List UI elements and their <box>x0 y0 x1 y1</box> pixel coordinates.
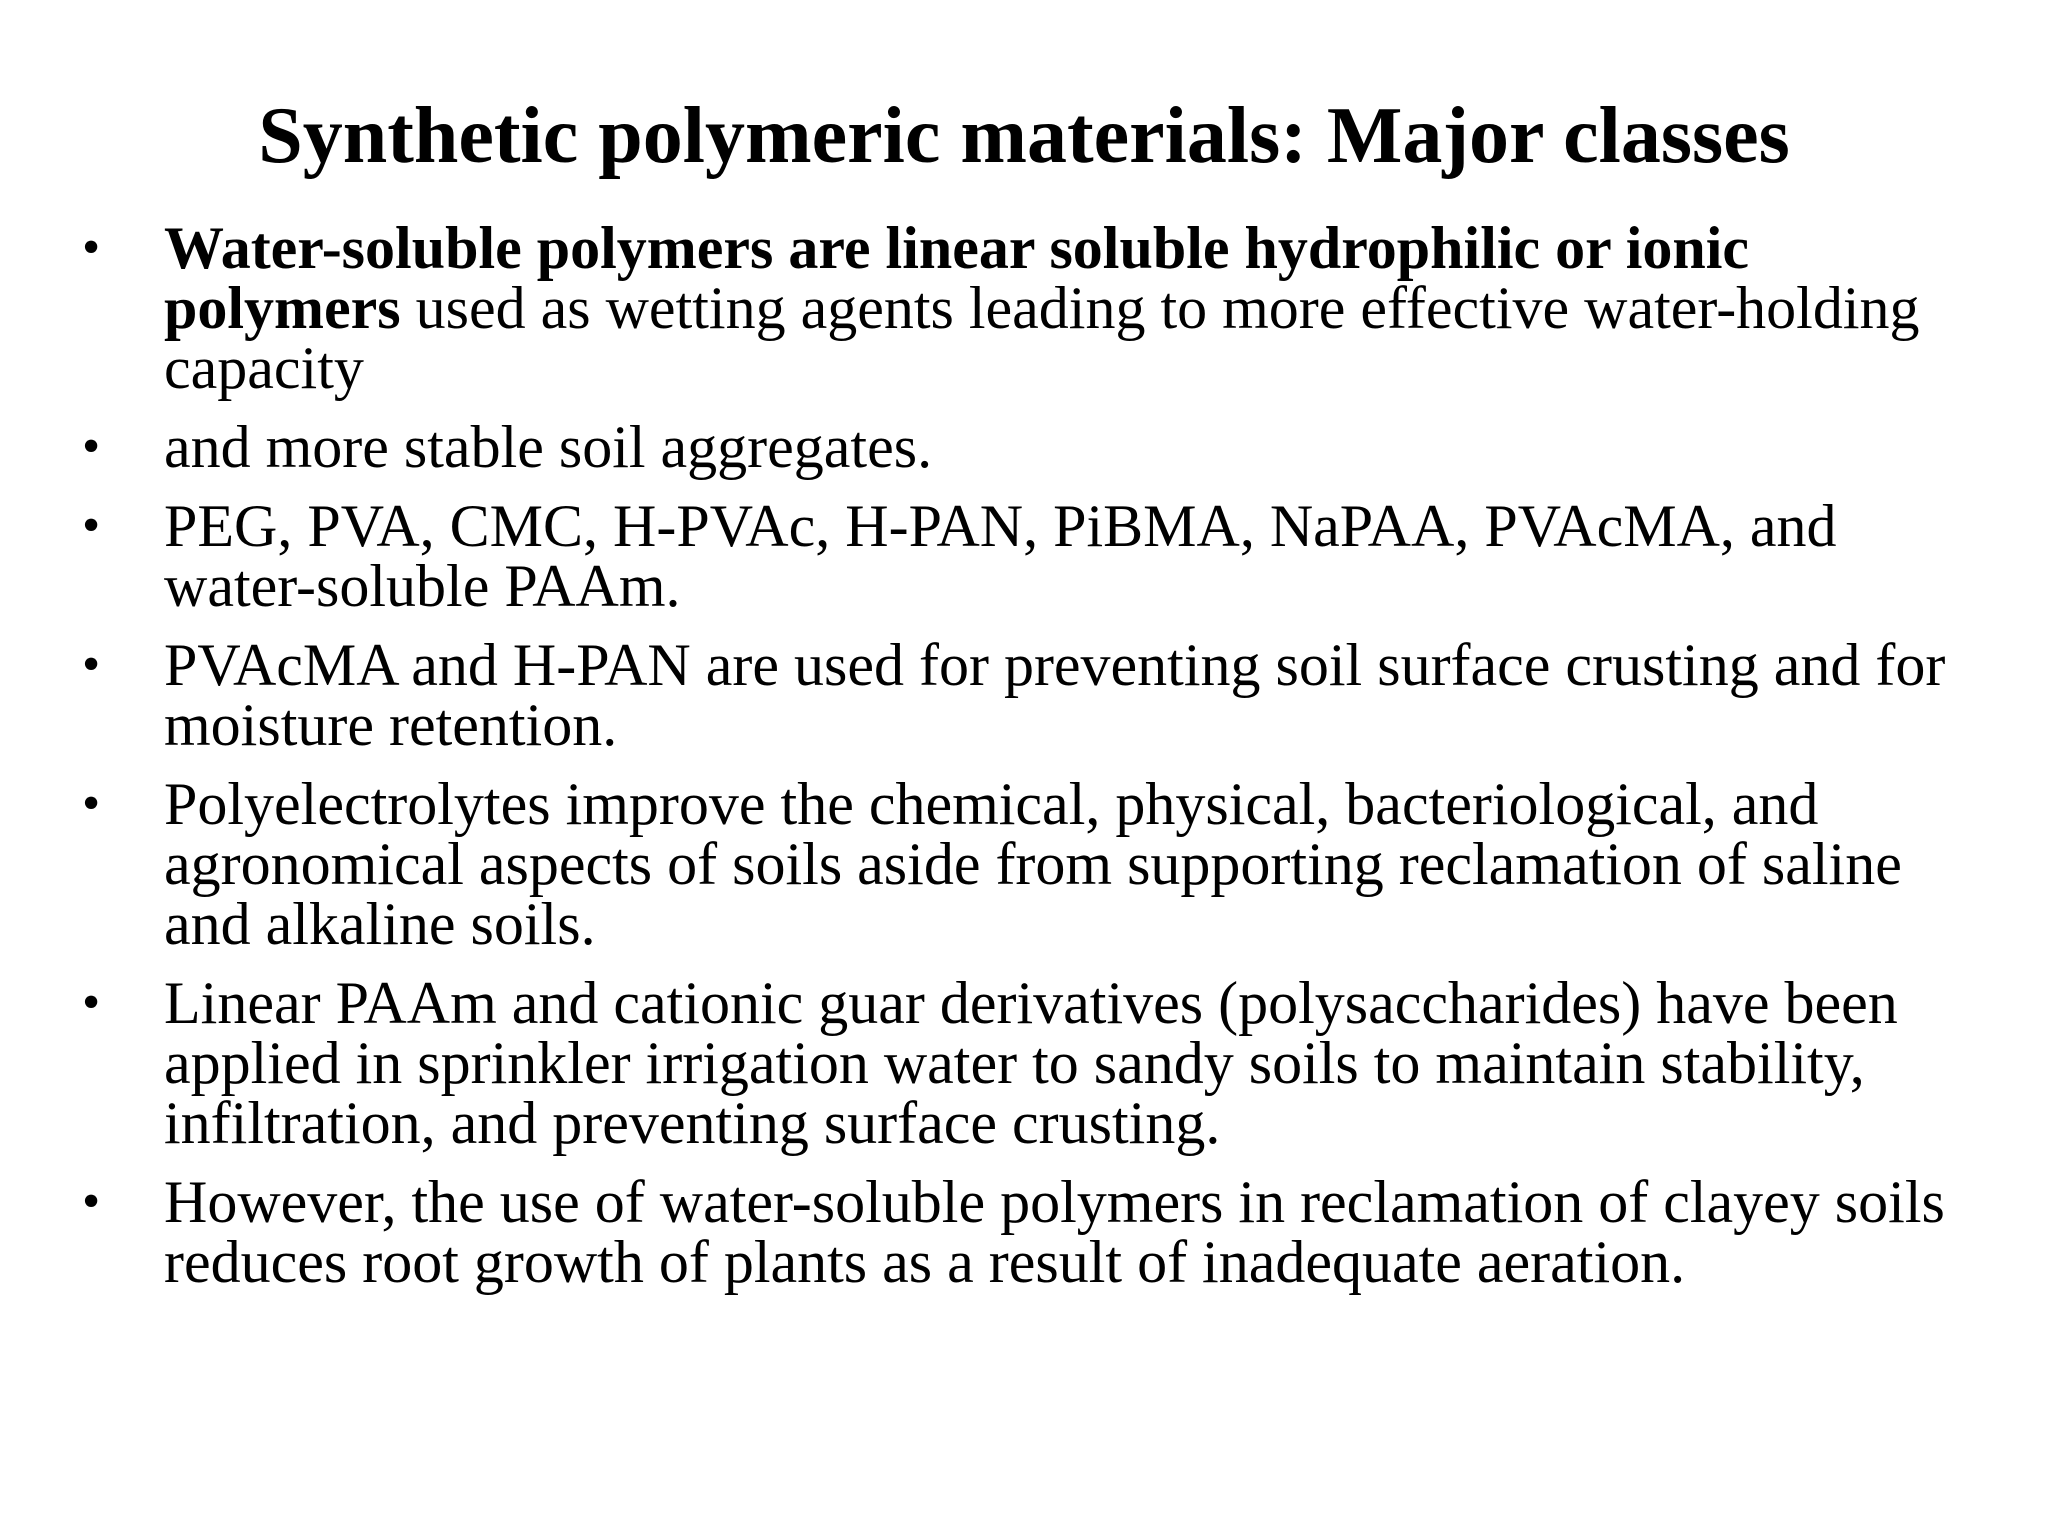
bullet-text: used as wetting agents leading to more effective water-holding capacity <box>164 275 1920 401</box>
slide-title: Synthetic polymeric materials: Major classes <box>258 92 1790 180</box>
bullet-item-3 <box>82 493 1972 619</box>
bullet-text: PEG, PVA, CMC, H-PVAc, H-PAN, PiBMA, NaPAA, PVAcMA, and water-soluble PAAm. <box>164 493 1837 619</box>
bullet-icon: • <box>82 497 101 554</box>
bullet-icon: • <box>82 219 101 276</box>
bullet-item-2 <box>82 414 1972 480</box>
bullet-text: and more stable soil aggregates. <box>164 414 933 480</box>
bullet-item-5 <box>82 771 1972 957</box>
bullet-icon: • <box>82 418 101 475</box>
bullet-icon: • <box>82 1173 101 1230</box>
bullet-text: Polyelectrolytes improve the chemical, physical, bacteriological, and agronomical aspects of soils aside from supporting reclamation of saline and alkaline soils. <box>164 771 1902 957</box>
bullet-text: PVAcMA and H-PAN are used for preventing soil surface crusting and for moisture retention. <box>164 632 1946 758</box>
bullet-text: Linear PAAm and cationic guar derivatives (polysaccharides) have been applied in sprinkler irrigation water to sandy soils to maintain stability, infiltration, and preventing surface crusting. <box>164 970 1898 1156</box>
bullet-icon: • <box>82 775 101 832</box>
bullet-icon: • <box>82 636 101 693</box>
bullet-text: However, the use of water-soluble polymers in reclamation of clayey soils reduces root growth of plants as a result of inadequate aeration. <box>164 1169 1945 1295</box>
bullet-item-4 <box>82 632 1972 758</box>
bullet-item-7 <box>82 1169 1972 1295</box>
bullet-icon: • <box>82 974 101 1031</box>
bullet-item-1 <box>82 215 1972 401</box>
bullet-item-6 <box>82 970 1972 1156</box>
bullet-list <box>82 215 1972 1311</box>
bullet-bold-text: Water-soluble polymers are linear soluble hydrophilic or ionic polymers <box>164 215 1750 341</box>
